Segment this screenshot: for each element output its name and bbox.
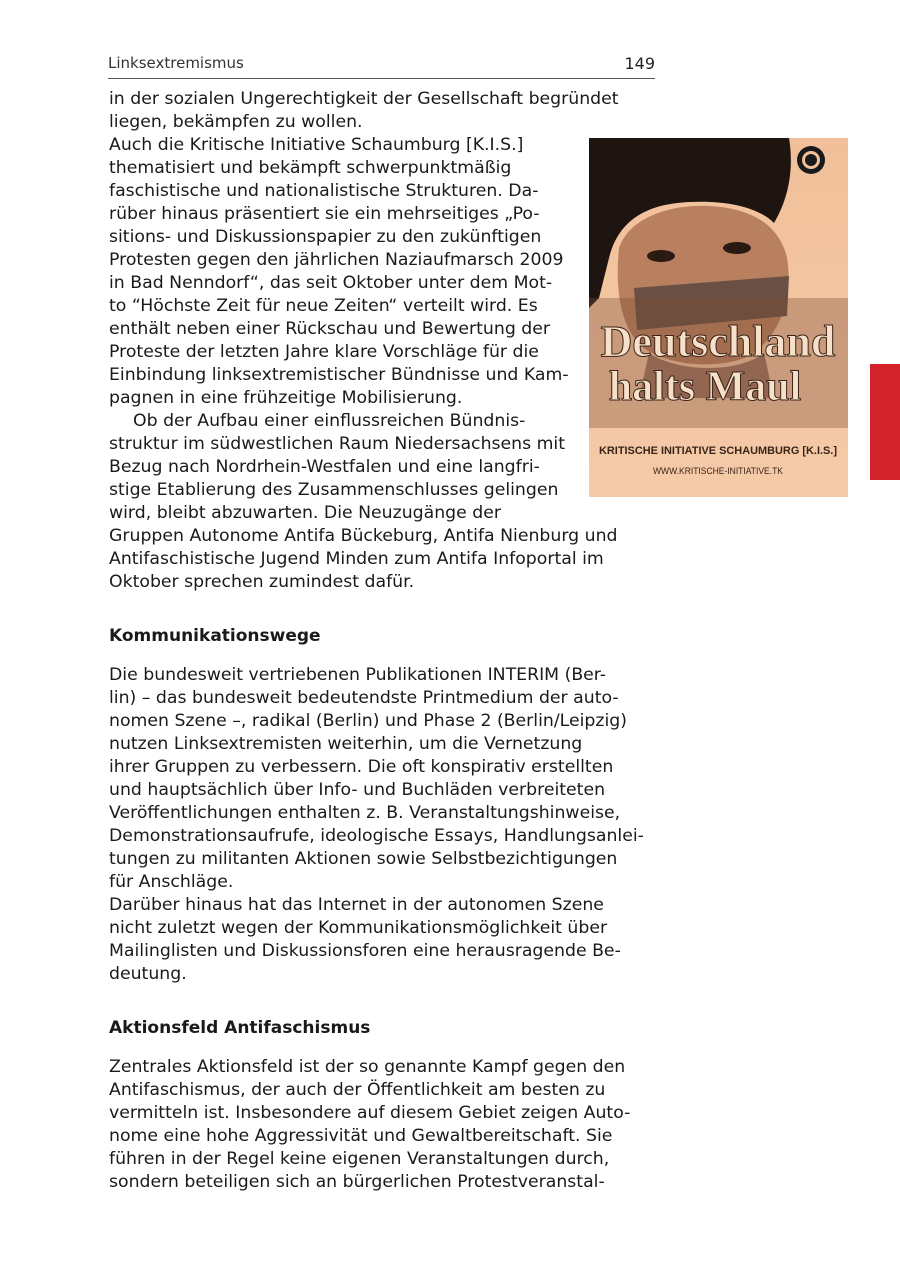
text-line: pagnen in eine frühzeitige Mobilisierung. [109,388,463,408]
text-line: wird, bleibt abzuwarten. Die Neuzugänge der [109,503,501,523]
text-line: Ob der Aufbau einer einflussreichen Bündnis- [133,411,526,431]
text-line: sondern beteiligen sich an bürgerlichen Protestveranstal- [109,1172,605,1192]
text-line: in Bad Nenndorf“, das seit Oktober unter dem Mot- [109,273,553,293]
text-line: tungen zu militanten Aktionen sowie Selbstbezichtigungen [109,849,618,869]
text-line: führen in der Regel keine eigenen Veranstaltungen durch, [109,1149,610,1169]
running-title: Linksextremismus [108,54,244,72]
text-line: Bezug nach Nordrhein-Westfalen und eine langfri- [109,457,540,477]
text-line: lin) – das bundesweit bedeutendste Printmedium der auto- [109,688,619,708]
text-line: nome eine hohe Aggressivität und Gewaltbereitschaft. Sie [109,1126,613,1146]
poster-image [589,138,848,497]
text-line: Auch die Kritische Initiative Schaumburg [K.I.S.] [109,135,524,155]
text-line: Zentrales Aktionsfeld ist der so genannte Kampf gegen den [109,1057,626,1077]
text-line: vermitteln ist. Insbesondere auf diesem Gebiet zeigen Auto- [109,1103,631,1123]
poster-title-line1: Deutschland [600,317,836,366]
text-line: Die bundesweit vertriebenen Publikationen INTERIM (Ber- [109,665,607,685]
text-line: nicht zuletzt wegen der Kommunikationsmöglichkeit über [109,918,608,938]
text-line: Antifaschismus, der auch der Öffentlichkeit am besten zu [109,1080,606,1100]
text-line: stige Etablierung des Zusammenschlusses gelingen [109,480,559,500]
section-heading-kommunikationswege: Kommunikationswege [109,626,321,646]
text-line: Darüber hinaus hat das Internet in der autonomen Szene [109,895,604,915]
text-line: Demonstrationsaufrufe, ideologische Essays, Handlungsanlei- [109,826,644,846]
text-line: faschistische und nationalistische Strukturen. Da- [109,181,539,201]
text-line: Mailinglisten und Diskussionsforen eine herausragende Be- [109,941,621,961]
poster-url: WWW.KRITISCHE-INITIATIVE.TK [653,466,783,476]
text-line: nutzen Linksextremisten weiterhin, um die Vernetzung [109,734,583,754]
text-line: struktur im südwestlichen Raum Niedersachsens mit [109,434,566,454]
text-line: Oktober sprechen zumindest dafür. [109,572,415,592]
text-line: Proteste der letzten Jahre klare Vorschläge für die [109,342,539,362]
text-line: enthält neben einer Rückschau und Bewertung der [109,319,550,339]
text-line: Einbindung linksextremistischer Bündnisse und Kam- [109,365,569,385]
text-line: deutung. [109,964,187,984]
chapter-tab-marker [870,364,900,480]
text-line: in der sozialen Ungerechtigkeit der Gesellschaft begründet [109,89,619,109]
section-heading-aktionsfeld-antifaschismus: Aktionsfeld Antifaschismus [109,1018,371,1038]
text-line: to “Höchste Zeit für neue Zeiten“ verteilt wird. Es [109,296,538,316]
text-line: rüber hinaus präsentiert sie ein mehrseitiges „Po- [109,204,540,224]
text-line: Antifaschistische Jugend Minden zum Antifa Infoportal im [109,549,604,569]
text-line: thematisiert und bekämpft schwerpunktmäßig [109,158,512,178]
text-line: und hauptsächlich über Info- und Buchläden verbreiteten [109,780,606,800]
text-line: Gruppen Autonome Antifa Bückeburg, Antifa Nienburg und [109,526,618,546]
page-number: 149 [624,54,655,73]
text-line: liegen, bekämpfen zu wollen. [109,112,363,132]
text-line: Veröffentlichungen enthalten z. B. Veranstaltungshinweise, [109,803,621,823]
poster-title-line2: halts Maul [608,364,802,410]
text-line: sitions- und Diskussionspapier zu den zukünftigen [109,227,542,247]
poster-org-name: KRITISCHE INITIATIVE SCHAUMBURG [K.I.S.] [599,445,838,457]
text-line: ihrer Gruppen zu verbessern. Die oft konspirativ erstellten [109,757,614,777]
text-line: nomen Szene –, radikal (Berlin) und Phase 2 (Berlin/Leipzig) [109,711,627,731]
text-line: Protesten gegen den jährlichen Naziaufmarsch 2009 [109,250,564,270]
running-header [108,52,655,79]
text-line: für Anschläge. [109,872,234,892]
